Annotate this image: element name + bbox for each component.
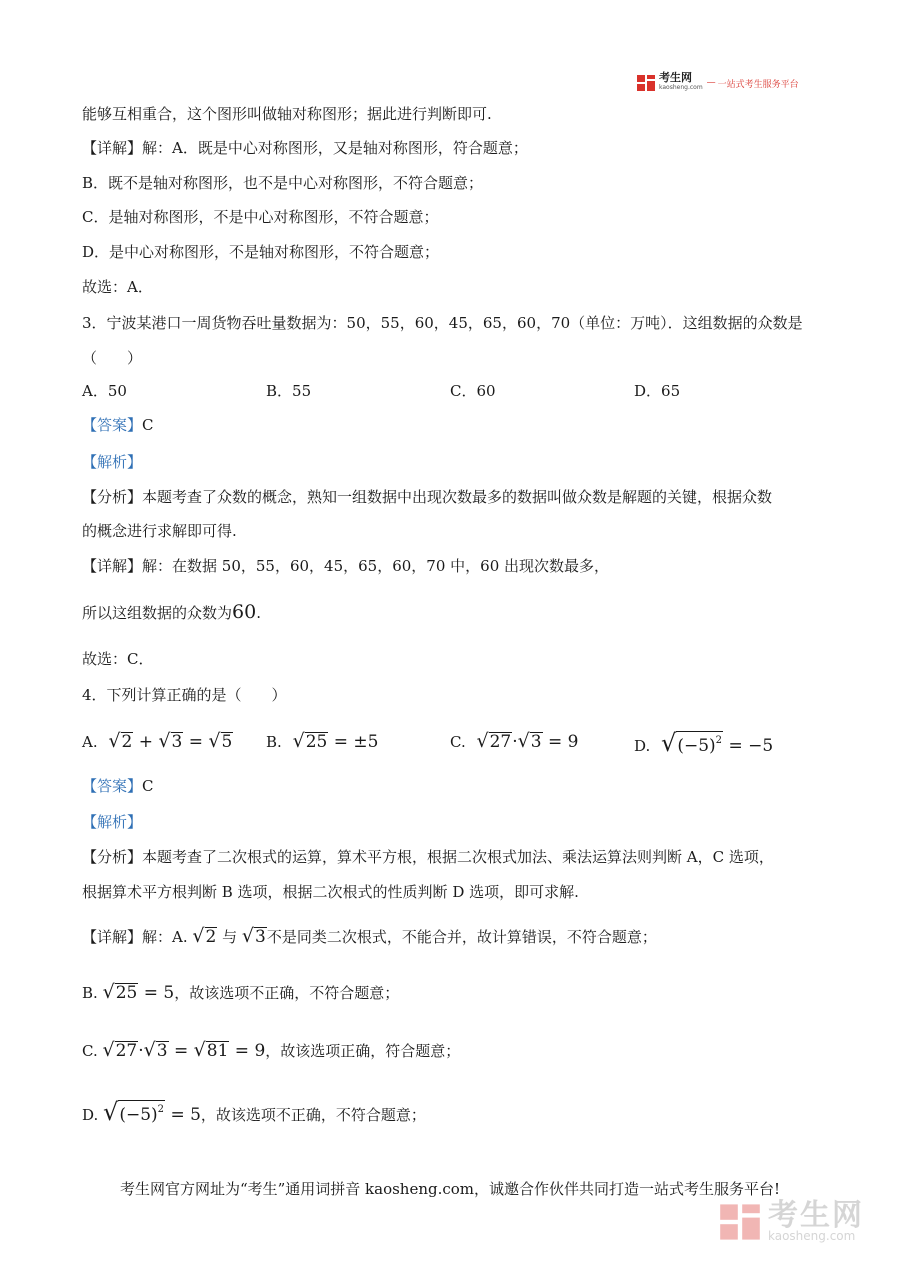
sqrt3-formula: √3 bbox=[241, 925, 266, 947]
q4-option-d bbox=[634, 731, 773, 756]
answer-tag: 【答案】 bbox=[82, 416, 143, 434]
option-a-formula: √2 + √3 = √5 bbox=[108, 730, 233, 752]
watermark-name: 考生网 bbox=[768, 1198, 864, 1233]
fenxi-tag: 【分析】 bbox=[82, 848, 143, 866]
xiangjie-c-post: ，故该选项正确，符合题意； bbox=[265, 1042, 461, 1060]
q4-answer bbox=[82, 776, 154, 796]
sqrt2-formula: √2 bbox=[192, 925, 217, 947]
q4-option-a bbox=[82, 731, 233, 752]
text-line bbox=[82, 138, 528, 158]
option-label: B. bbox=[266, 733, 282, 751]
option-d-formula: $√(-5)^2 = -5$ bbox=[661, 729, 774, 757]
xiangjie-d-formula: $√(-5)^2 = 5$ bbox=[103, 1098, 201, 1126]
logo-domain: kaosheng.com bbox=[659, 84, 703, 91]
fenxi-text: 本题考查了众数的概念，熟知一组数据中出现次数最多的数据叫做众数是解题的关键，根据众数 bbox=[142, 488, 773, 506]
q3-fenxi-cont: 的概念进行求解即可得. bbox=[82, 522, 237, 540]
q3-fenxi bbox=[82, 487, 772, 507]
logo-slogan: 一站式考生服务平台 bbox=[717, 79, 799, 90]
answer-tag: 【答案】 bbox=[82, 777, 143, 795]
text-line: B．既不是轴对称图形，也不是中心对称图形，不符合题意； bbox=[82, 174, 484, 192]
option-label: C. bbox=[450, 733, 466, 751]
watermark bbox=[718, 1200, 864, 1244]
q4-fenxi-cont: 根据算术平方根判断 B 选项，根据二次根式的性质判断 D 选项，即可求解. bbox=[82, 883, 579, 901]
xiangjie-c-formula: √27·√3 = √81 = 9 bbox=[102, 1039, 266, 1061]
text-line: 能够互相重合，这个图形叫做轴对称图形；据此进行判断即可. bbox=[82, 105, 492, 123]
option-label: A. bbox=[82, 733, 98, 751]
xiangjie-tag: 【详解】 bbox=[82, 928, 143, 946]
detail-text: 解：A．既是中心对称图形，又是轴对称图形，符合题意； bbox=[142, 139, 528, 157]
q3-choose: 故选：C． bbox=[82, 650, 154, 668]
q3-stem: 3．宁波某港口一周货物吞吐量数据为：50，55，60，45，65，60，70（单位：万吨）．这组数据的众数是 bbox=[82, 314, 803, 332]
fenxi-text: 本题考查了二次根式的运算，算术平方根，根据二次根式加法、乘法运算法则判断 A，C 选项， bbox=[142, 848, 774, 866]
text-line: D．是中心对称图形，不是轴对称图形，不符合题意； bbox=[82, 243, 440, 261]
watermark-domain: kaosheng.com bbox=[768, 1229, 856, 1243]
q4-xiangjie-b bbox=[82, 982, 399, 1003]
xiangjie-d-label: D. bbox=[82, 1106, 99, 1124]
q3-paren: （ ） bbox=[82, 349, 143, 367]
xiangjie-b-label: B. bbox=[82, 984, 98, 1002]
xiangjie-tag: 【详解】 bbox=[82, 557, 143, 575]
xiangjie-d-post: ，故该选项不正确，不符合题意； bbox=[200, 1106, 426, 1124]
q3-xiangjie bbox=[82, 556, 609, 576]
logo-name: 考生网 bbox=[659, 71, 692, 84]
q3-option-c: C．60 bbox=[450, 382, 496, 400]
choose-line: 故选：A． bbox=[82, 278, 153, 296]
q3-option-d: D．65 bbox=[634, 382, 681, 400]
xiangjie-c-label: C. bbox=[82, 1042, 98, 1060]
answer-value: C bbox=[142, 416, 154, 434]
option-label: D. bbox=[634, 737, 651, 755]
footer-text: 考生网官方网址为“考生”通用词拼音 kaosheng.com，诚邀合作伙伴共同打造一站式考生服务平台! bbox=[119, 1180, 781, 1198]
mode-period: . bbox=[256, 604, 261, 622]
mode-value: 60 bbox=[232, 601, 257, 623]
q3-option-a: A．50 bbox=[82, 382, 127, 400]
header-logo bbox=[636, 72, 799, 94]
q3-answer bbox=[82, 415, 154, 435]
q4-option-c bbox=[450, 731, 578, 752]
q3-option-b: B．55 bbox=[266, 382, 312, 400]
q4-analysis-tag: 【解析】 bbox=[82, 813, 143, 831]
xiangjie-a-mid: 与 bbox=[222, 928, 238, 946]
fenxi-tag: 【分析】 bbox=[82, 488, 143, 506]
q4-option-b bbox=[266, 731, 378, 752]
q4-xiangjie-a bbox=[82, 926, 657, 947]
option-c-formula: √27·√3 = 9 bbox=[476, 730, 579, 752]
logo-icon bbox=[636, 73, 656, 93]
detail-tag: 【详解】 bbox=[82, 139, 143, 157]
q4-xiangjie-c bbox=[82, 1040, 460, 1061]
xiangjie-text: 解：在数据 50，55，60，45，65，60，70 中，60 出现次数最多， bbox=[142, 557, 610, 575]
q4-stem: 4．下列计算正确的是（ ） bbox=[82, 686, 287, 704]
xiangjie-a-post: 不是同类二次根式，不能合并，故计算错误，不符合题意； bbox=[266, 928, 657, 946]
q4-fenxi bbox=[82, 847, 774, 867]
xiangjie-b-formula: √25 = 5 bbox=[102, 981, 175, 1003]
watermark-logo-icon bbox=[718, 1200, 762, 1244]
text-line: C．是轴对称图形，不是中心对称图形，不符合题意； bbox=[82, 208, 439, 226]
xiangjie-a-pre: 解：A. bbox=[142, 928, 188, 946]
option-b-formula: √25 = ±5 bbox=[292, 730, 379, 752]
mode-text: 所以这组数据的众数为 bbox=[82, 604, 233, 622]
logo-dash: — bbox=[706, 78, 716, 88]
answer-value: C bbox=[142, 777, 154, 795]
q4-xiangjie-d bbox=[82, 1100, 426, 1125]
q3-analysis-tag: 【解析】 bbox=[82, 453, 143, 471]
q3-mode-line bbox=[82, 602, 261, 623]
xiangjie-b-post: ，故该选项不正确，不符合题意； bbox=[174, 984, 400, 1002]
